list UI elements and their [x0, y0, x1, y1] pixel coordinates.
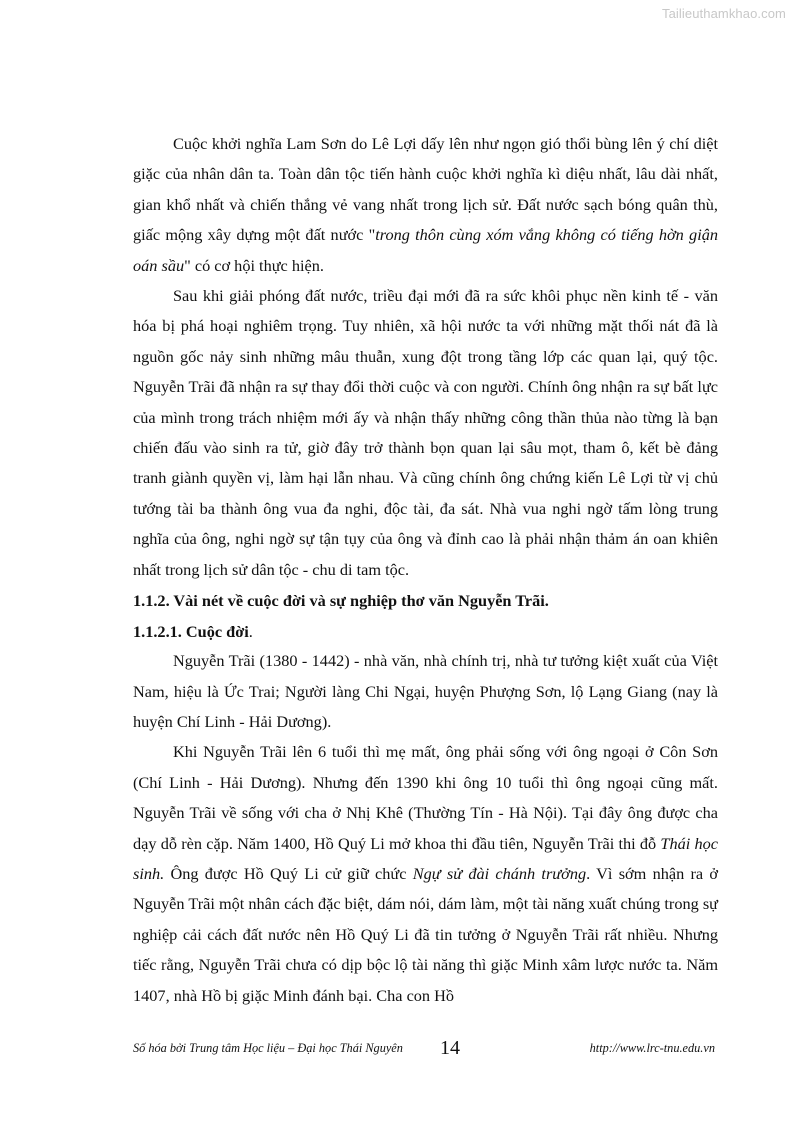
paragraph-text: " có cơ hội thực hiện. [184, 255, 324, 275]
subsection-title: 1.1.2.1. Cuộc đời [133, 622, 249, 642]
paragraph-text: . Vì sớm nhận ra ở Nguyễn Trãi một nhân cách đặc biệt, dám nói, dám làm, một tài năng xuất chúng trong sự nghiệp cải cách đất nước nên Hồ Quý Li đã tin tưởng ở Nguyễn Trãi rất nhiều. Nhưng tiếc rằng, Nguyễn Trãi chưa có dịp bộc lộ tài năng thì giặc Minh xâm lược nước ta. Năm 1407, nhà Hồ bị giặc Minh đánh bại. Cha con Hồ [133, 863, 718, 1005]
subsection-period: . [248, 622, 253, 642]
paragraph-text: Ông được Hồ Quý Li cử giữ chức [164, 863, 413, 883]
title-ngu-su: Ngự sử đài chánh trưởng [412, 863, 587, 883]
paragraph-text: Cuộc khởi nghĩa Lam Sơn do Lê Lợi dấy lên như ngọn gió thổi bùng lên ý chí diệt giặc của nhân dân ta. Toàn dân tộc tiến hành cuộc khởi nghĩa kì diệu nhất, lâu dài nhất, gian khổ nhất và chiến thắng vẻ vang nhất trong lịch sử. Đất nước sạch bóng quân thù, giấc mộng xây dựng một đất nước " [133, 134, 718, 245]
paragraph-biography-intro: Nguyễn Trãi (1380 - 1442) - nhà văn, nhà chính trị, nhà tư tưởng kiệt xuất của Việt Nam, hiệu là Ức Trai; Người làng Chi Ngại, huyện Phượng Sơn, lộ Lạng Giang (nay là huyện Chí Linh - Hải Dương). [133, 651, 718, 731]
section-heading: 1.1.2. Vài nét về cuộc đời và sự nghiệp thơ văn Nguyễn Trãi. [133, 591, 549, 611]
page-body [133, 129, 718, 1011]
page-number: 14 [440, 1037, 460, 1059]
paragraph-early-life [133, 737, 718, 1011]
paragraph-after-liberation: Sau khi giải phóng đất nước, triều đại mới đã ra sức khôi phục nền kinh tế - văn hóa bị phá hoại nghiêm trọng. Tuy nhiên, xã hội nước ta với những mặt thối nát đã là nguồn gốc nảy sinh những mâu thuẫn, xung đột trong tầng lớp các quan lại, quý tộc. Nguyễn Trãi đã nhận ra sự thay đổi thời cuộc và con người. Chính ông nhận ra sự bất lực của mình trong trách nhiệm mới ấy và nhận thấy những công thần thủa nào từng là bạn chiến đấu vào sinh ra tử, giờ đây trở thành bọn quan lại sâu mọt, tham ô, kết bè đảng tranh giành quyền vị, làm hại lẫn nhau. Và cũng chính ông chứng kiến Lê Lợi từ vị chủ tướng tài ba thành ông vua đa nghi, độc tài, đa sát. Nhà vua nghi ngờ tấm lòng trung nghĩa của ông, nghi ngờ sự tận tụy của ông và đỉnh cao là phải nhận thảm án oan khiên nhất trong lịch sử dân tộc - chu di tam tộc. [133, 286, 718, 579]
footer-digitized-by: Số hóa bởi Trung tâm Học liệu – Đại học Thái Nguyên [133, 1041, 403, 1055]
watermark: Tailieuthamkhao.com [661, 6, 786, 21]
title-thai-hoc-sinh: Thái học sinh. [133, 833, 718, 883]
page-footer [133, 1037, 718, 1063]
footer-url: http://www.lrc-tnu.edu.vn [589, 1041, 715, 1055]
paragraph-text: Khi Nguyễn Trãi lên 6 tuổi thì mẹ mất, ông phải sống với ông ngoại ở Côn Sơn (Chí Linh - Hải Dương). Nhưng đến 1390 khi ông 10 tuổi thì ông ngoại cũng mất. Nguyễn Trãi về sống với cha ở Nhị Khê (Thường Tín - Hà Nội). Tại đây ông được cha dạy dỗ rèn cặp. Năm 1400, Hồ Quý Li mở khoa thi đầu tiên, Nguyễn Trãi thi đỗ [133, 742, 718, 853]
paragraph-lam-son-uprising [133, 129, 718, 281]
quote-text: trong thôn cùng xóm vắng không có tiếng hờn giận oán sầu [133, 225, 718, 275]
subsection-heading [133, 617, 718, 646]
